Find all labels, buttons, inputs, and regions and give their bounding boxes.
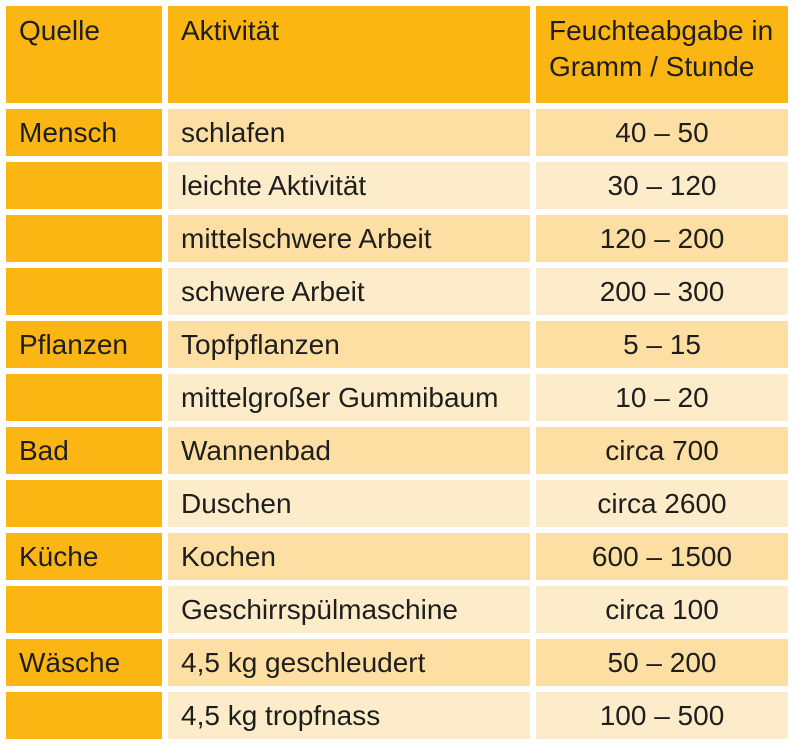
quelle-cell: Küche <box>6 533 162 580</box>
feuchteabgabe-cell: 100 – 500 <box>536 692 788 739</box>
quelle-cell <box>6 162 162 209</box>
feuchteabgabe-cell: 5 – 15 <box>536 321 788 368</box>
table-row <box>6 427 788 474</box>
aktivitaet-cell: schwere Arbeit <box>168 268 530 315</box>
quelle-cell <box>6 480 162 527</box>
table-row <box>6 215 788 262</box>
quelle-cell <box>6 374 162 421</box>
table-row <box>6 374 788 421</box>
aktivitaet-cell: 4,5 kg tropfnass <box>168 692 530 739</box>
table-row <box>6 480 788 527</box>
quelle-cell <box>6 692 162 739</box>
table-header <box>6 6 788 103</box>
header-row <box>6 6 788 103</box>
table-row <box>6 162 788 209</box>
quelle-cell: Mensch <box>6 109 162 156</box>
aktivitaet-cell: schlafen <box>168 109 530 156</box>
table-row <box>6 109 788 156</box>
feuchteabgabe-cell: 200 – 300 <box>536 268 788 315</box>
feuchteabgabe-cell: circa 2600 <box>536 480 788 527</box>
feuchteabgabe-cell: 30 – 120 <box>536 162 788 209</box>
quelle-cell: Bad <box>6 427 162 474</box>
table-row <box>6 268 788 315</box>
aktivitaet-cell: Topfpflanzen <box>168 321 530 368</box>
feuchteabgabe-cell: circa 700 <box>536 427 788 474</box>
table-body <box>6 109 788 739</box>
feuchteabgabe-cell: circa 100 <box>536 586 788 633</box>
aktivitaet-cell: Geschirrspülmaschine <box>168 586 530 633</box>
aktivitaet-cell: mittelschwere Arbeit <box>168 215 530 262</box>
feuchteabgabe-cell: 40 – 50 <box>536 109 788 156</box>
aktivitaet-cell: Wannenbad <box>168 427 530 474</box>
table-row <box>6 533 788 580</box>
table-row <box>6 586 788 633</box>
feuchteabgabe-cell: 120 – 200 <box>536 215 788 262</box>
quelle-cell <box>6 215 162 262</box>
table-row <box>6 321 788 368</box>
aktivitaet-cell: Kochen <box>168 533 530 580</box>
table-row <box>6 692 788 739</box>
feuchteabgabe-cell: 50 – 200 <box>536 639 788 686</box>
quelle-cell <box>6 268 162 315</box>
table-row <box>6 639 788 686</box>
quelle-cell: Pflanzen <box>6 321 162 368</box>
col-header-feuchteabgabe: Feuchteabgabe in Gramm / Stunde <box>536 6 788 103</box>
feuchteabgabe-cell: 10 – 20 <box>536 374 788 421</box>
quelle-cell: Wäsche <box>6 639 162 686</box>
quelle-cell <box>6 586 162 633</box>
aktivitaet-cell: leichte Aktivität <box>168 162 530 209</box>
col-header-quelle: Quelle <box>6 6 162 103</box>
aktivitaet-cell: Duschen <box>168 480 530 527</box>
aktivitaet-cell: 4,5 kg geschleudert <box>168 639 530 686</box>
feuchteabgabe-cell: 600 – 1500 <box>536 533 788 580</box>
col-header-aktivitaet: Aktivität <box>168 6 530 103</box>
aktivitaet-cell: mittelgroßer Gummibaum <box>168 374 530 421</box>
